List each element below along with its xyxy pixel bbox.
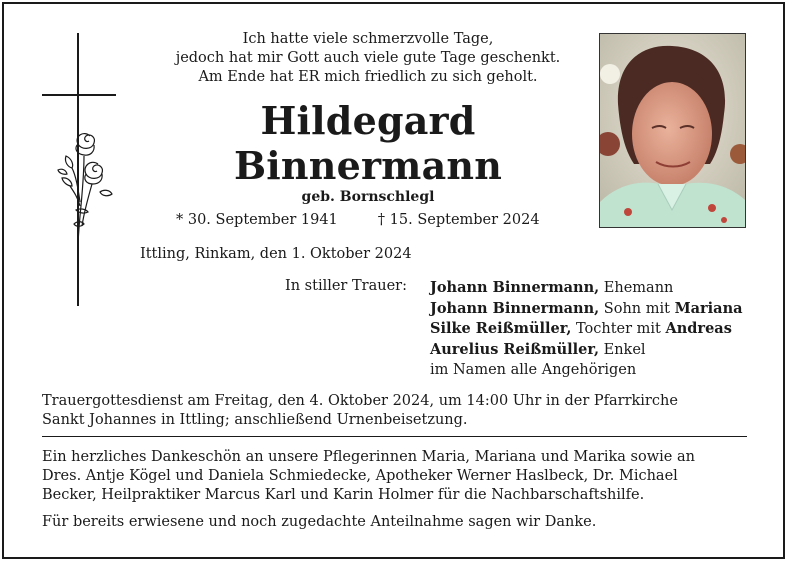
verse-line: Am Ende hat ER mich friedlich zu sich geholt.: [198, 69, 538, 85]
portrait-photo: [599, 33, 746, 228]
mourner-line: Aurelius Reißmüller, Enkel: [430, 340, 646, 358]
divider: [42, 436, 747, 437]
last-name: Binnermann: [233, 143, 503, 188]
verse-line: Ich hatte viele schmerzvolle Tage,: [242, 31, 494, 47]
life-dates: [176, 212, 540, 228]
thanks-line: Dres. Antje Kögel und Daniela Schmiedecke, Apotheker Werner Haslbeck, Dr. Michael: [42, 468, 678, 484]
mourners-label: In stiller Trauer:: [285, 278, 407, 294]
mourners-list: [430, 278, 743, 381]
birth-date: * 30. September 1941: [176, 212, 338, 228]
cross-bar: [42, 94, 116, 96]
mourner-line: Silke Reißmüller, Tochter mit Andreas: [430, 320, 732, 338]
thanks-line: Ein herzliches Dankeschön an unsere Pflegerinnen Maria, Mariana und Marika sowie an: [42, 449, 695, 465]
place-date: Ittling, Rinkam, den 1. Oktober 2024: [140, 246, 412, 262]
funeral-service-info: [42, 392, 747, 430]
mourner-line: im Namen alle Angehörigen: [430, 362, 637, 379]
thanks-line: Becker, Heilpraktiker Marcus Karl und Karin Holmer für die Nachbarschaftshilfe.: [42, 487, 645, 503]
service-line: Sankt Johannes in Ittling; anschließend Urnenbeisetzung.: [42, 412, 468, 428]
mourner-line: Johann Binnermann, Sohn mit Mariana: [430, 299, 743, 317]
thanks-paragraph: [42, 448, 747, 505]
verse: [140, 30, 596, 87]
verse-line: jedoch hat mir Gott auch viele gute Tage geschenkt.: [175, 50, 561, 66]
maiden-name: geb. Bornschlegl: [301, 189, 435, 205]
closing-line: Für bereits erwiesene und noch zugedachte Anteilnahme sagen wir Danke.: [42, 514, 597, 530]
roses-icon: [52, 126, 118, 250]
first-name: Hildegard: [260, 98, 476, 143]
service-line: Trauergottesdienst am Freitag, den 4. Oktober 2024, um 14:00 Uhr in der Pfarrkirche: [42, 393, 678, 409]
mourner-line: Johann Binnermann, Ehemann: [430, 279, 674, 296]
death-date: † 15. September 2024: [377, 212, 540, 228]
